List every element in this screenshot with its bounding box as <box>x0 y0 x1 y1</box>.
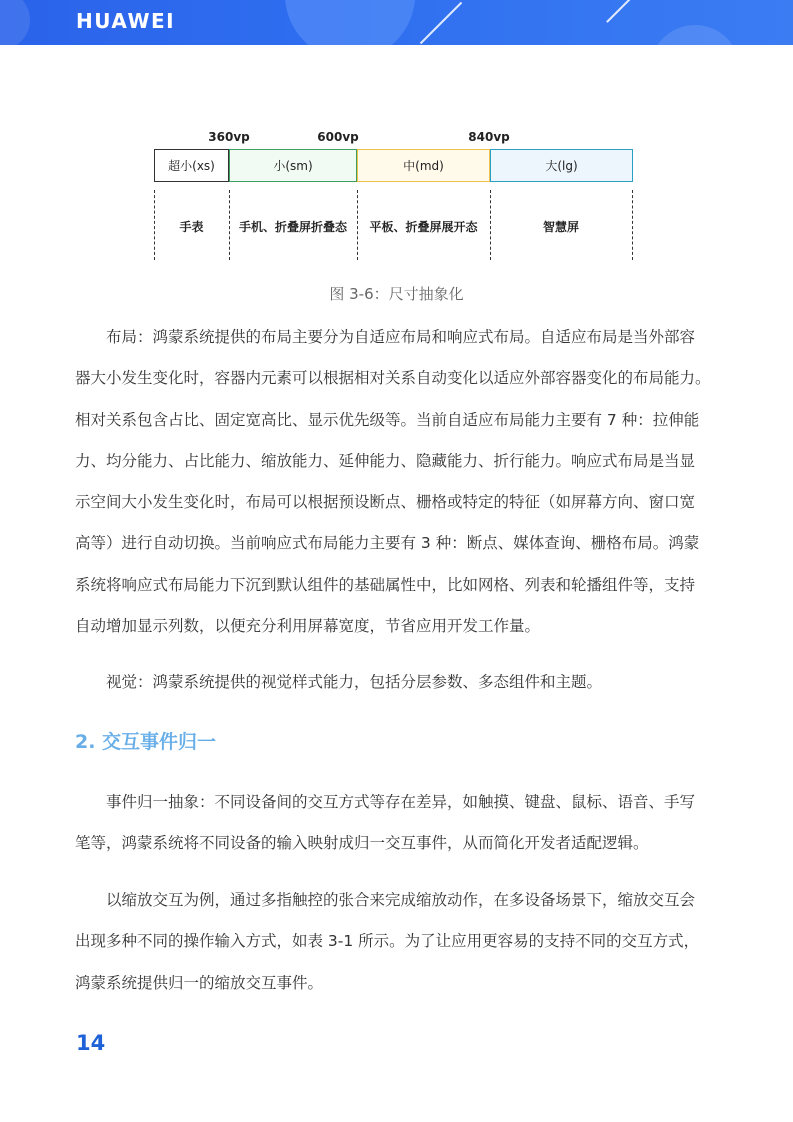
breakpoint-label: 360vp <box>208 130 250 144</box>
text-line: 器大小发生变化时，容器内元素可以根据相对关系自动变化以适应外部容器变化的布局能力。 <box>75 369 711 388</box>
device-label: 手表 <box>179 220 204 234</box>
header-decoration-circle <box>285 0 415 45</box>
brand-logo: HUAWEI <box>76 9 176 33</box>
header-decoration-circle <box>0 0 30 45</box>
paragraph-zoom <box>75 880 723 1004</box>
text-line: 示空间大小发生变化时，布局可以根据预设断点、栅格或特定的特征（如屏幕方向、窗口宽 <box>75 493 696 512</box>
text-line: 相对关系包含占比、固定宽高比、显示优先级等。当前自适应布局能力主要有 7 种：拉伸能 <box>75 410 700 429</box>
text-line: 自动增加显示列数，以便充分利用屏幕宽度，节省应用开发工作量。 <box>75 617 541 636</box>
paragraph-event <box>75 782 723 865</box>
size-box-xs: 超小(xs) <box>154 149 229 182</box>
size-box-sm: 小(sm) <box>229 149 357 182</box>
breakpoint-label: 840vp <box>468 130 510 144</box>
device-label: 智慧屏 <box>542 220 579 234</box>
section-title: 2. 交互事件归一 <box>75 731 217 753</box>
page-header <box>0 0 793 45</box>
text-line: 鸿蒙系统提供归一的缩放交互事件。 <box>75 973 324 992</box>
header-decoration-line <box>420 2 462 44</box>
divider-dashed <box>632 190 633 260</box>
page-number: 14 <box>76 1031 106 1055</box>
size-box-md: 中(md) <box>357 149 490 182</box>
text-line: 视觉：鸿蒙系统提供的视觉样式能力，包括分层参数、多态组件和主题。 <box>75 673 603 691</box>
device-label: 手机、折叠屏折叠态 <box>238 220 347 234</box>
paragraph-visual <box>75 662 723 703</box>
figure-caption: 图 3-6：尺寸抽象化 <box>329 285 464 303</box>
size-box-lg: 大(lg) <box>490 149 633 182</box>
text-line: 笔等，鸿蒙系统将不同设备的输入映射成归一交互事件，从而简化开发者适配逻辑。 <box>75 834 649 853</box>
text-line: 高等）进行自动切换。当前响应式布局能力主要有 3 种：断点、媒体查询、栅格布局。鸿蒙 <box>75 534 700 553</box>
paragraph-layout <box>75 317 723 647</box>
header-decoration-line <box>606 0 636 23</box>
device-label: 平板、折叠屏展开态 <box>369 220 478 234</box>
text-line: 系统将响应式布局能力下沉到默认组件的基础属性中，比如网格、列表和轮播组件等，支持 <box>75 575 696 594</box>
text-line: 布局：鸿蒙系统提供的布局主要分为自适应布局和响应式布局。自适应布局是当外部容 <box>75 328 696 346</box>
header-decoration-circle <box>650 25 740 45</box>
text-line: 事件归一抽象：不同设备间的交互方式等存在差异，如触摸、键盘、鼠标、语音、手写 <box>75 793 696 811</box>
text-line: 以缩放交互为例，通过多指触控的张合来完成缩放动作，在多设备场景下，缩放交互会 <box>75 891 696 909</box>
text-line: 出现多种不同的操作输入方式，如表 3-1 所示。为了让应用更容易的支持不同的交互方式， <box>75 932 700 951</box>
breakpoint-label: 600vp <box>317 130 359 144</box>
text-line: 力、均分能力、占比能力、缩放能力、延伸能力、隐藏能力、折行能力。响应式布局是当显 <box>75 451 696 470</box>
